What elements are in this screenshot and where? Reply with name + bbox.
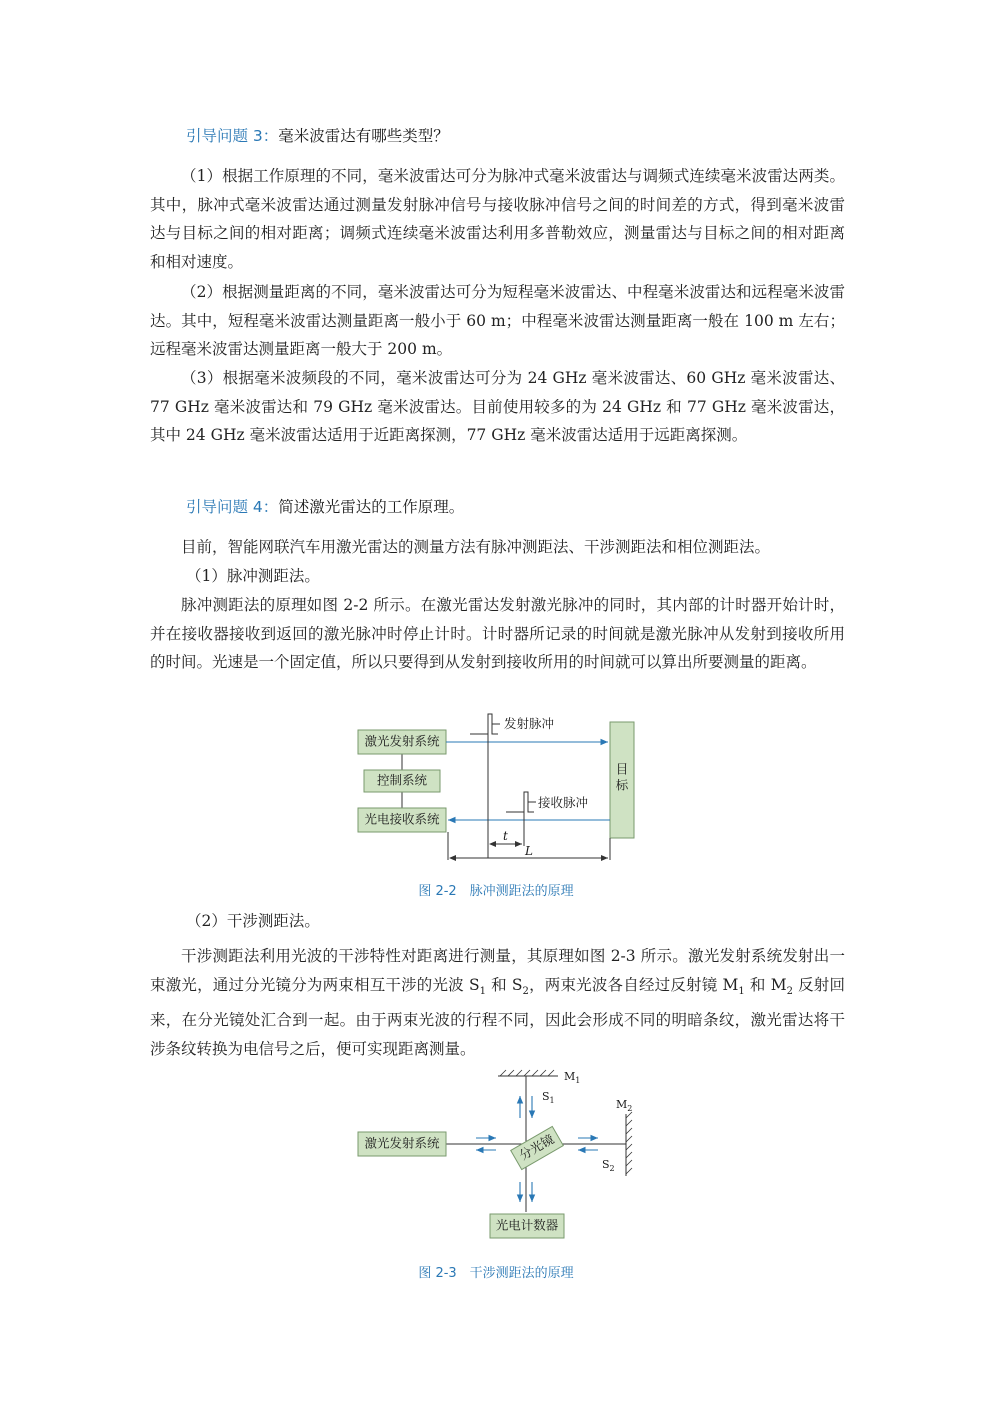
guide-question-text: 毫米波雷达有哪些类型？ bbox=[278, 127, 449, 145]
figure-pulse-ranging bbox=[340, 710, 650, 870]
receive-pulse-label: 接收脉冲 bbox=[538, 795, 589, 810]
subscript: 2 bbox=[522, 985, 529, 997]
guide-question-text: 简述激光雷达的工作原理。 bbox=[278, 498, 465, 516]
text-part: ，两束光波各自经过反射镜 M bbox=[528, 975, 739, 994]
text-part: 和 M bbox=[744, 975, 787, 994]
laser-transmitter-label: 激光发射系统 bbox=[364, 1135, 440, 1151]
heading-pulse-ranging: （1）脉冲测距法。 bbox=[186, 567, 320, 585]
m1-label: $M_1$ bbox=[564, 1070, 581, 1085]
subscript: 2 bbox=[786, 985, 793, 997]
guide-question-label: 引导问题 4： bbox=[186, 498, 279, 516]
receiver-label: 光电接收系统 bbox=[364, 811, 440, 827]
paragraph-working-principle: （1）根据工作原理的不同，毫米波雷达可分为脉冲式毫米波雷达与调频式连续毫米波雷达两类。其中，脉冲式毫米波雷达通过测量发射脉冲信号与接收脉冲信号之间的时间差的方式，得到毫米波雷达与目标之间的相对距离；调频式连续毫米波雷达利用多普勒效应，测量雷达与目标之间的相对距离和相对速度。 bbox=[150, 167, 845, 271]
distance-label: L bbox=[525, 844, 533, 858]
guide-question-label: 引导问题 3： bbox=[186, 127, 279, 145]
paragraph-frequency: （3）根据毫米波频段的不同，毫米波雷达可分为 24 GHz 毫米波雷达、60 GHz 毫米波雷达、77 GHz 毫米波雷达和 79 GHz 毫米波雷达。目前使用较多的为 24 GHz 和 77 GHz 毫米波雷达，其中 24 GHz 毫米波雷达适用于近距离探测，77 GHz 毫米波雷达适用于远距离探测。 bbox=[150, 369, 845, 444]
subscript: 1 bbox=[738, 985, 745, 997]
text-part: 干涉测距法利用光波的干涉特性对距离进行测量，其原理如图 2-3 所示。激光发射系统发射出一束激光，通过分光镜分为两束相互干涉的光波 S bbox=[150, 947, 845, 994]
time-label: t bbox=[503, 829, 508, 843]
guide-question-3 bbox=[186, 124, 449, 146]
paragraph-distance: （2）根据测量距离的不同，毫米波雷达可分为短程毫米波雷达、中程毫米波雷达和远程毫米波雷达。其中，短程毫米波雷达测量距离一般小于 60 m；中程毫米波雷达测量距离一般在 100 m 左右；远程毫米波雷达测量距离一般大于 200 m。 bbox=[150, 283, 845, 358]
subscript: 1 bbox=[479, 985, 486, 997]
guide-question-4 bbox=[186, 495, 464, 517]
text-part: 和 S bbox=[485, 975, 523, 994]
paragraph-pulse-ranging: 脉冲测距法的原理如图 2-2 所示。在激光雷达发射激光脉冲的同时，其内部的计时器开始计时，并在接收器接收到返回的激光脉冲时停止计时。计时器所记录的时间就是激光脉冲从发射到接收所用的时间。光速是一个固定值，所以只要得到从发射到接收所用的时间就可以算出所要测量的距离。 bbox=[150, 596, 845, 671]
text-part: 反射回来，在分光镜处汇合到一起。由于两束光波的行程不同，因此会形成不同的明暗条纹，激光雷达将干涉条纹转换为电信号之后，便可实现距离测量。 bbox=[150, 975, 845, 1058]
s2-label: $S_2$ bbox=[602, 1158, 615, 1173]
heading-interference-ranging: （2）干涉测距法。 bbox=[186, 912, 320, 930]
figure-2-2-caption: 图 2-2 脉冲测距法的原理 bbox=[418, 884, 574, 899]
figure-interference-ranging bbox=[350, 1066, 650, 1246]
target-label-2: 标 bbox=[615, 777, 629, 793]
figure-2-3-caption: 图 2-3 干涉测距法的原理 bbox=[418, 1266, 574, 1281]
s1-label: $S_1$ bbox=[542, 1090, 555, 1105]
paragraph-interference-ranging bbox=[150, 942, 845, 1063]
laser-transmitter-label: 激光发射系统 bbox=[364, 733, 440, 749]
m2-label: $M_2$ bbox=[616, 1098, 633, 1113]
beam-splitter-label: 分光镜 bbox=[516, 1131, 557, 1164]
control-system-label: 控制系统 bbox=[376, 772, 428, 788]
paragraph-lidar-methods: 目前，智能网联汽车用激光雷达的测量方法有脉冲测距法、干涉测距法和相位测距法。 bbox=[181, 538, 771, 556]
transmit-pulse-label: 发射脉冲 bbox=[504, 716, 555, 731]
target-label-1: 目 bbox=[615, 761, 629, 777]
photo-counter-label: 光电计数器 bbox=[495, 1217, 559, 1233]
